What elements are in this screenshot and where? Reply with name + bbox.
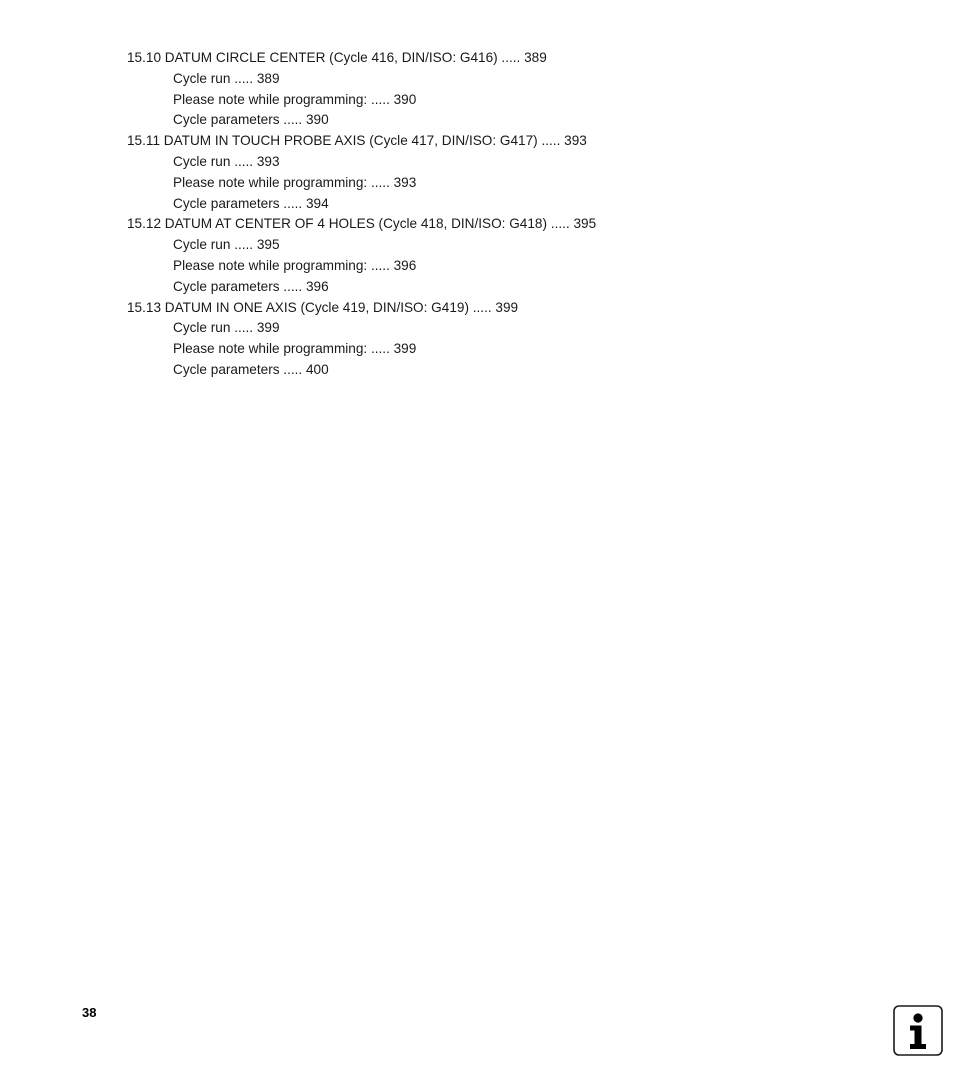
toc-entry-15-11[interactable]: 15.11 DATUM IN TOUCH PROBE AXIS (Cycle 417, DIN/ISO: G417) ..... 393 <box>127 133 587 149</box>
toc-subentry-note-programming[interactable]: Please note while programming: ..... 390 <box>173 91 417 107</box>
toc-subentry-cycle-parameters[interactable]: Cycle parameters ..... 396 <box>173 278 329 294</box>
toc-entry-15-13[interactable]: 15.13 DATUM IN ONE AXIS (Cycle 419, DIN/ISO: G419) ..... 399 <box>127 299 519 315</box>
toc-subentry-cycle-run[interactable]: Cycle run ..... 395 <box>173 237 280 253</box>
page-number: 38 <box>82 1005 97 1020</box>
toc-subentry-cycle-parameters[interactable]: Cycle parameters ..... 394 <box>173 195 329 211</box>
info-icon <box>893 1005 943 1056</box>
toc-subentry-note-programming[interactable]: Please note while programming: ..... 399 <box>173 341 417 357</box>
toc-subentry-cycle-run[interactable]: Cycle run ..... 389 <box>173 70 280 86</box>
toc-subentry-note-programming[interactable]: Please note while programming: ..... 396 <box>173 257 417 273</box>
toc-subentry-cycle-run[interactable]: Cycle run ..... 399 <box>173 320 280 336</box>
toc-entry-15-12[interactable]: 15.12 DATUM AT CENTER OF 4 HOLES (Cycle 418, DIN/ISO: G418) ..... 395 <box>127 216 597 232</box>
toc-subentry-note-programming[interactable]: Please note while programming: ..... 393 <box>173 174 417 190</box>
table-of-contents <box>0 48 954 381</box>
toc-subentry-cycle-parameters[interactable]: Cycle parameters ..... 400 <box>173 361 329 377</box>
toc-subentry-cycle-parameters[interactable]: Cycle parameters ..... 390 <box>173 112 329 128</box>
toc-subentry-cycle-run[interactable]: Cycle run ..... 393 <box>173 153 280 169</box>
toc-entry-15-10[interactable]: 15.10 DATUM CIRCLE CENTER (Cycle 416, DIN/ISO: G416) ..... 389 <box>127 50 547 65</box>
